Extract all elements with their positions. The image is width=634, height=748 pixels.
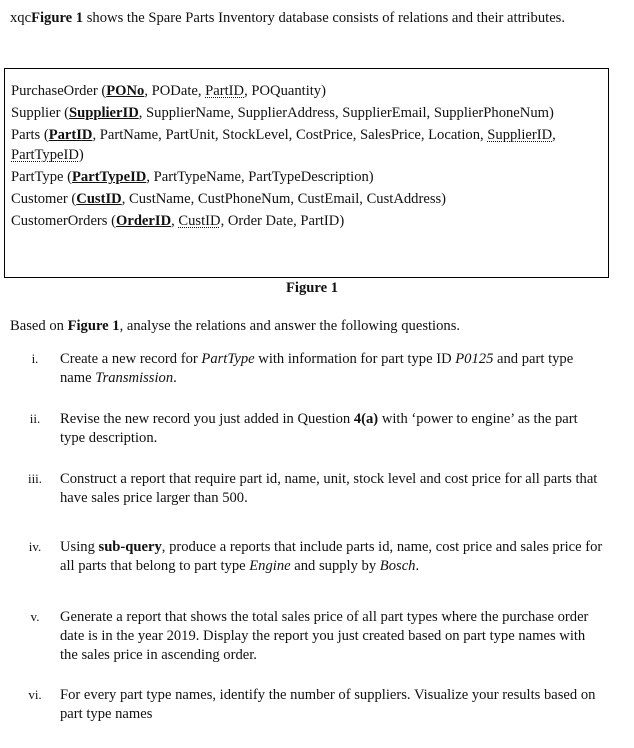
bold-term: 4(a) — [353, 411, 379, 427]
primary-key-attribute: PartTypeID — [72, 169, 147, 185]
italic-term: P0125 — [455, 351, 494, 367]
lead-after: , analyse the relations and answer the following questions. — [119, 318, 461, 334]
question-text-segment: and supply by — [290, 558, 380, 574]
schema-box — [4, 68, 609, 278]
attribute: PartName — [99, 127, 159, 143]
relation-name: PartType — [11, 169, 64, 185]
attribute: POQuantity — [251, 83, 322, 99]
question-text-segment: with ‘power to engine’ as the part type description. — [60, 411, 578, 446]
relation-line: PurchaseOrder (PONo, PODate, PartID, POQuantity) — [11, 83, 326, 99]
attribute: CustName — [129, 191, 191, 207]
foreign-key-attribute: PartID — [205, 83, 245, 99]
attribute: Location — [428, 127, 480, 143]
attribute: CustPhoneNum — [197, 191, 291, 207]
attribute: PODate — [151, 83, 198, 99]
attribute: SupplierEmail — [342, 105, 427, 121]
attribute: Order Date — [227, 213, 294, 229]
question-number: iv. — [28, 539, 42, 554]
question-text-segment: For every part type names, identify the number of suppliers. Visualize your results based on part type names — [60, 687, 596, 722]
attribute: SupplierName — [146, 105, 231, 121]
attribute: SalesPrice — [360, 127, 421, 143]
question-number: i. — [31, 351, 39, 366]
attribute: PartUnit — [165, 127, 215, 143]
relation-name: Customer — [11, 191, 68, 207]
relation-line: PartType (PartTypeID, PartTypeName, PartTypeDescription) — [11, 169, 374, 185]
attribute: CostPrice — [295, 127, 353, 143]
question-text-segment: Revise the new record you just added in Question — [60, 411, 354, 427]
question-text-segment: Generate a report that shows the total sales price of all part types where the purchase order date is in the year 2019. Display the report you just created based on part type names with the sales price in ascending order. — [60, 609, 589, 663]
intro-paragraph — [10, 9, 610, 27]
relation-name: PurchaseOrder — [11, 83, 98, 99]
attribute: SupplierPhoneNum — [433, 105, 549, 121]
italic-term: PartType — [201, 351, 255, 367]
attribute: SupplierAddress — [237, 105, 335, 121]
question-text — [60, 470, 605, 508]
question-text-segment: . — [173, 370, 177, 386]
foreign-key-attribute: SupplierID — [487, 127, 553, 143]
question-text — [60, 350, 605, 388]
intro-figure-ref: Figure 1 — [31, 10, 84, 26]
figure-caption: Figure 1 — [285, 280, 339, 296]
italic-term: Bosch — [379, 558, 416, 574]
attribute: PartTypeDescription — [248, 169, 369, 185]
relation-name: Supplier — [11, 105, 61, 121]
question-number: v. — [30, 609, 40, 624]
relation-line: Parts (PartID, PartName, PartUnit, StockLevel, CostPrice, SalesPrice, Location, SupplierID, — [11, 127, 556, 143]
lead-before: Based on — [10, 318, 68, 334]
foreign-key-attribute: CustID — [178, 213, 221, 229]
relation-name: CustomerOrders — [11, 213, 108, 229]
italic-term: Transmission — [95, 370, 174, 386]
primary-key-attribute: CustID — [76, 191, 122, 207]
attribute: CustAddress — [366, 191, 442, 207]
relation-line: Customer (CustID, CustName, CustPhoneNum, CustEmail, CustAddress) — [11, 191, 447, 207]
relation-line: CustomerOrders (OrderID, CustID, Order Date, PartID) — [11, 213, 345, 229]
question-text-segment: with information for part type ID — [254, 351, 456, 367]
question-number: iii. — [27, 471, 43, 486]
questions-lead — [10, 317, 460, 336]
question-text — [60, 608, 605, 665]
lead-figure-ref: Figure 1 — [67, 318, 120, 334]
primary-key-attribute: OrderID — [115, 213, 172, 229]
question-number: vi. — [28, 687, 42, 702]
question-number: ii. — [29, 411, 41, 426]
attribute: PartTypeName — [153, 169, 241, 185]
attribute: CustEmail — [297, 191, 360, 207]
question-text-segment: , produce a reports that include parts id, name, cost price and sales price for all parts that belong to part type — [60, 539, 603, 574]
question-text-segment: Create a new record for — [60, 351, 202, 367]
relation-name: Parts — [11, 127, 41, 143]
relation-line: Supplier (SupplierID, SupplierName, SupplierAddress, SupplierEmail, SupplierPhoneNum) — [11, 105, 554, 121]
intro-text: shows the Spare Parts Inventory database consists of relations and their attributes. — [83, 10, 565, 26]
question-text — [60, 538, 605, 576]
foreign-key-attribute: PartTypeID — [11, 147, 79, 163]
question-text-segment: Construct a report that require part id, name, unit, stock level and cost price for all parts that have sales price larger than 500. — [60, 471, 598, 506]
attribute: PartID — [300, 213, 340, 229]
question-text-segment: . — [415, 558, 420, 574]
italic-term: Engine — [249, 558, 291, 574]
primary-key-attribute: PONo — [106, 83, 145, 99]
question-text — [60, 686, 605, 724]
bold-term: sub-query — [98, 539, 162, 555]
primary-key-attribute: SupplierID — [68, 105, 139, 121]
intro-prefix: xqc — [10, 10, 32, 26]
relation-line-continued: PartTypeID) — [11, 147, 84, 163]
attribute: StockLevel — [222, 127, 289, 143]
question-text-segment: Using — [60, 539, 99, 555]
question-text — [60, 410, 605, 448]
primary-key-attribute: PartID — [48, 127, 93, 143]
question-text-segment: and part type name — [60, 351, 574, 386]
